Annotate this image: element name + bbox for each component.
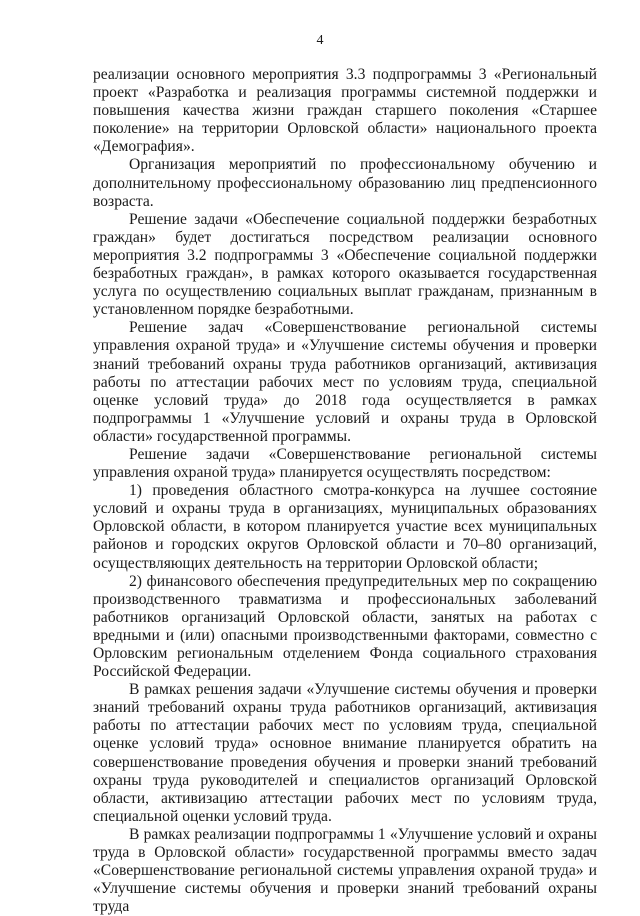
paragraph: В рамках решения задачи «Улучшение системы обучения и проверки знаний требований охраны труда работников организаций, активизация работы по аттестации рабочих мест по условиям труда, специальной оценке условий труда» основное внимание планируется обратить на совершенствование проведения обучения и проверки знаний требований охраны труда руководителей и специалистов организаций Орловской области, активизацию аттестации рабочих мест по условиям труда, специальной оценки условий труда. (93, 681, 597, 825)
paragraph: В рамках реализации подпрограммы 1 «Улучшение условий и охраны труда в Орловской области» государственной программы вместо задач «Совершенствование региональной системы управления охраной труда» и «Улучшение системы обучения и проверки знаний требований охраны труда (93, 825, 597, 916)
list-item: 1) проведения областного смотра-конкурса на лучшее состояние условий и охраны труда в организациях, муниципальных образованиях Орловской области, в котором планируется участие всех муниципальных районов и городских округов Орловской области и 70–80 организаций, осуществляющих деятельность на территории Орловской области; (93, 482, 597, 572)
page-number: 4 (316, 33, 324, 48)
paragraph: Решение задач «Совершенствование региональной системы управления охраной труда» и «Улучшение системы обучения и проверки знаний требований охраны труда работников организаций, активизация работы по аттестации рабочих мест по условиям труда, специальной оценке условий труда» до 2018 года осуществляется в рамках подпрограммы 1 «Улучшение условий и охраны труда в Орловской области» государственной программы. (93, 319, 597, 445)
paragraph-continuation: реализации основного мероприятия 3.3 подпрограммы 3 «Региональный проект «Разработка и реализация программы системной поддержки и повышения качества жизни граждан старшего поколения «Старшее поколение» на территории Орловской области» национального проекта «Демография». (93, 66, 597, 156)
list-item: 2) финансового обеспечения предупредительных мер по сокращению производственного травматизма и профессиональных заболеваний работников организаций Орловской области, занятых на работах с вредными и (или) опасными производственными факторами, совместно с Орловским региональным отделением Фонда социального страхования Российской Федерации. (93, 572, 597, 681)
paragraph: Решение задачи «Обеспечение социальной поддержки безработных граждан» будет достигаться посредством реализации основного мероприятия 3.2 подпрограммы 3 «Обеспечение социальной поддержки безработных граждан», в рамках которого оказывается государственная услуга по осуществлению социальных выплат гражданам, признанным в установленном порядке безработными. (93, 210, 597, 319)
paragraph: Решение задачи «Совершенствование региональной системы управления охраной труда» планируется осуществлять посредством: (93, 445, 597, 482)
paragraph: Организация мероприятий по профессиональному обучению и дополнительному профессиональному образованию лиц предпенсионного возраста. (93, 156, 597, 210)
document-body (93, 66, 597, 916)
